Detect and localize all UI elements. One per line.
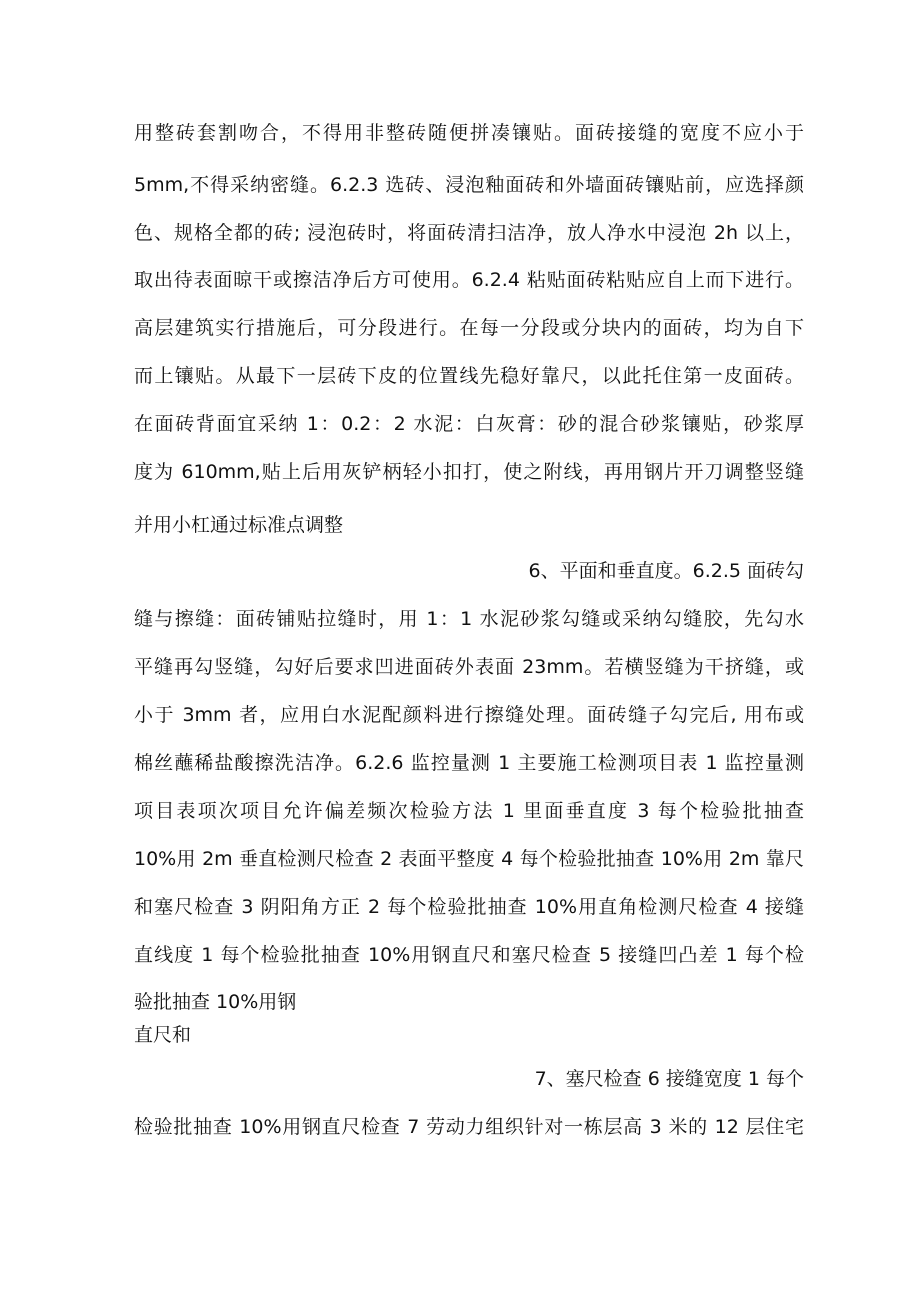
text-line: 缝与擦缝：面砖铺贴拉缝时，用 1：1 水泥砂浆勾缝或采纳勾缝胶，先勾水 bbox=[134, 608, 804, 630]
text-line: 在面砖背面宜采纳 1：0.2：2 水泥：白灰膏：砂的混合砂浆镶贴，砂浆厚 bbox=[134, 413, 804, 435]
text-line: 平缝再勾竖缝，勾好后要求凹进面砖外表面 23mm。若横竖缝为干挤缝，或 bbox=[134, 656, 804, 678]
text-line: 5mm,不得采纳密缝。6.2.3 选砖、浸泡釉面砖和外墙面砖镶贴前，应选择颜 bbox=[134, 174, 804, 196]
text-line: 直线度 1 每个检验批抽查 10%用钢直尺和塞尺检查 5 接缝凹凸差 1 每个检 bbox=[134, 944, 804, 966]
text-line: 高层建筑实行措施后，可分段进行。在每一分段或分块内的面砖，均为自下 bbox=[134, 317, 804, 339]
text-line: 检验批抽查 10%用钢直尺检查 7 劳动力组织针对一栋层高 3 米的 12 层住宅 bbox=[134, 1116, 804, 1138]
text-line: 棉丝蘸稀盐酸擦洗洁净。6.2.6 监控量测 1 主要施工检测项目表 1 监控量测 bbox=[134, 752, 804, 774]
text-line: 取出待表面晾干或擦洁净后方可使用。6.2.4 粘贴面砖粘贴应自上而下进行。 bbox=[134, 269, 804, 291]
text-line: 项目表项次项目允许偏差频次检验方法 1 里面垂直度 3 每个检验批抽查 bbox=[134, 800, 804, 822]
text-line: 小于 3mm 者，应用白水泥配颜料进行擦缝处理。面砖缝子勾完后, 用布或 bbox=[134, 704, 804, 726]
text-line: 7、塞尺检查 6 接缝宽度 1 每个 bbox=[534, 1068, 804, 1090]
text-line: 10%用 2m 垂直检测尺检查 2 表面平整度 4 每个检验批抽查 10%用 2m 靠尺 bbox=[134, 848, 804, 870]
text-line: 验批抽查 10%用钢 bbox=[134, 991, 297, 1013]
text-line: 度为 610mm,贴上后用灰铲柄轻小扣打，使之附线，再用钢片开刀调整竖缝 bbox=[134, 461, 804, 483]
text-line: 并用小杠通过标准点调整 bbox=[134, 514, 344, 536]
text-line: 用整砖套割吻合，不得用非整砖随便拼凑镶贴。面砖接缝的宽度不应小于 bbox=[134, 122, 804, 144]
text-line: 和塞尺检查 3 阴阳角方正 2 每个检验批抽查 10%用直角检测尺检查 4 接缝 bbox=[134, 896, 804, 918]
text-line: 色、规格全都的砖; 浸泡砖时，将面砖清扫洁净，放人净水中浸泡 2h 以上， bbox=[134, 222, 804, 244]
text-line: 6、平面和垂直度。6.2.5 面砖勾 bbox=[528, 560, 804, 582]
text-line: 而上镶贴。从最下一层砖下皮的位置线先稳好靠尺，以此托住第一皮面砖。 bbox=[134, 365, 804, 387]
text-line: 直尺和 bbox=[134, 1024, 192, 1046]
